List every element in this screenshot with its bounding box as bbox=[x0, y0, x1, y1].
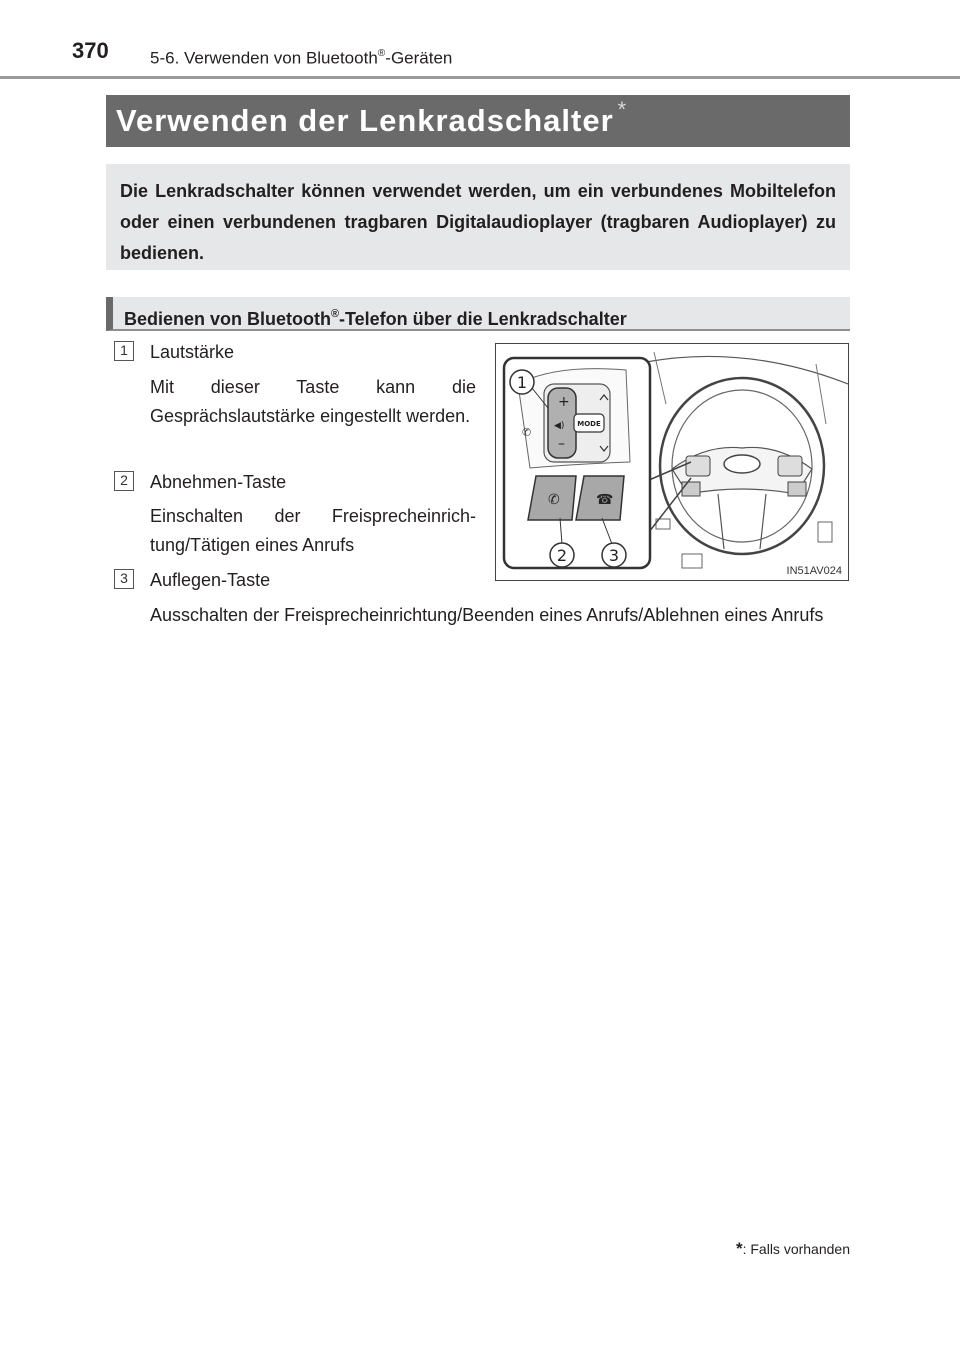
subheading-start: Bedienen von Bluetooth bbox=[124, 309, 331, 329]
svg-text:✆: ✆ bbox=[548, 492, 560, 508]
section-path bbox=[150, 44, 452, 70]
item-number-2: 2 bbox=[114, 471, 134, 491]
item-desc-3: Ausschalten der Freisprecheinrichtung/Beenden eines Anrufs/Ablehnen eines Anrufs bbox=[150, 605, 824, 625]
footnote-asterisk-icon: * bbox=[735, 1239, 743, 1258]
page-title: Verwenden der Lenkradschalter bbox=[116, 103, 614, 138]
svg-text:◀): ◀) bbox=[554, 421, 565, 431]
mode-button-label: MODE bbox=[577, 420, 601, 428]
item-number-3: 3 bbox=[114, 569, 134, 589]
page-header bbox=[0, 0, 960, 80]
subheading-registered-mark: ® bbox=[331, 307, 339, 320]
svg-text:–: – bbox=[558, 436, 565, 452]
svg-text:✆: ✆ bbox=[522, 426, 532, 439]
callout-1: 1 bbox=[516, 373, 528, 392]
footnote bbox=[736, 1240, 850, 1258]
header-divider bbox=[0, 76, 960, 79]
page-number: 370 bbox=[72, 38, 109, 63]
figure-code: IN51AV024 bbox=[786, 565, 842, 577]
title-bar bbox=[106, 95, 850, 147]
title-asterisk-icon: * bbox=[617, 97, 627, 122]
subheading-end: -Telefon über die Lenkradschalter bbox=[338, 309, 627, 329]
section-subheading bbox=[106, 297, 850, 331]
item-label-3: Auflegen-Taste bbox=[150, 570, 271, 590]
item-desc-2: Einschalten der Freisprecheinrichtung/Tätigen eines Anrufs bbox=[150, 506, 476, 555]
item-label-2: Abnehmen-Taste bbox=[150, 472, 287, 492]
callout-2: 2 bbox=[556, 546, 568, 565]
item-desc-1: Mit dieser Taste kann die Gesprächslautstärke eingestellt werden. bbox=[150, 377, 476, 426]
footnote-text: : Falls vorhanden bbox=[742, 1241, 850, 1257]
item-number-1: 1 bbox=[114, 341, 134, 361]
item-label-1: Lautstärke bbox=[150, 342, 235, 362]
registered-mark: ® bbox=[377, 47, 386, 59]
callout-3: 3 bbox=[608, 546, 620, 565]
steering-switch-illustration bbox=[496, 344, 848, 580]
svg-text:+: + bbox=[558, 394, 570, 410]
section-path-end: -Geräten bbox=[385, 48, 453, 68]
section-path-start: 5-6. Verwenden von Bluetooth bbox=[150, 48, 378, 68]
steering-hub-emblem bbox=[724, 455, 760, 473]
intro-box: Die Lenkradschalter können verwendet werden, um ein verbundenes Mobiltelefon oder einen verbundenen tragbaren Digitalaudioplayer (tragbaren Audioplayer) zu bedienen. bbox=[106, 164, 850, 270]
steering-switch-figure bbox=[495, 343, 849, 581]
svg-text:☎: ☎ bbox=[596, 492, 614, 508]
